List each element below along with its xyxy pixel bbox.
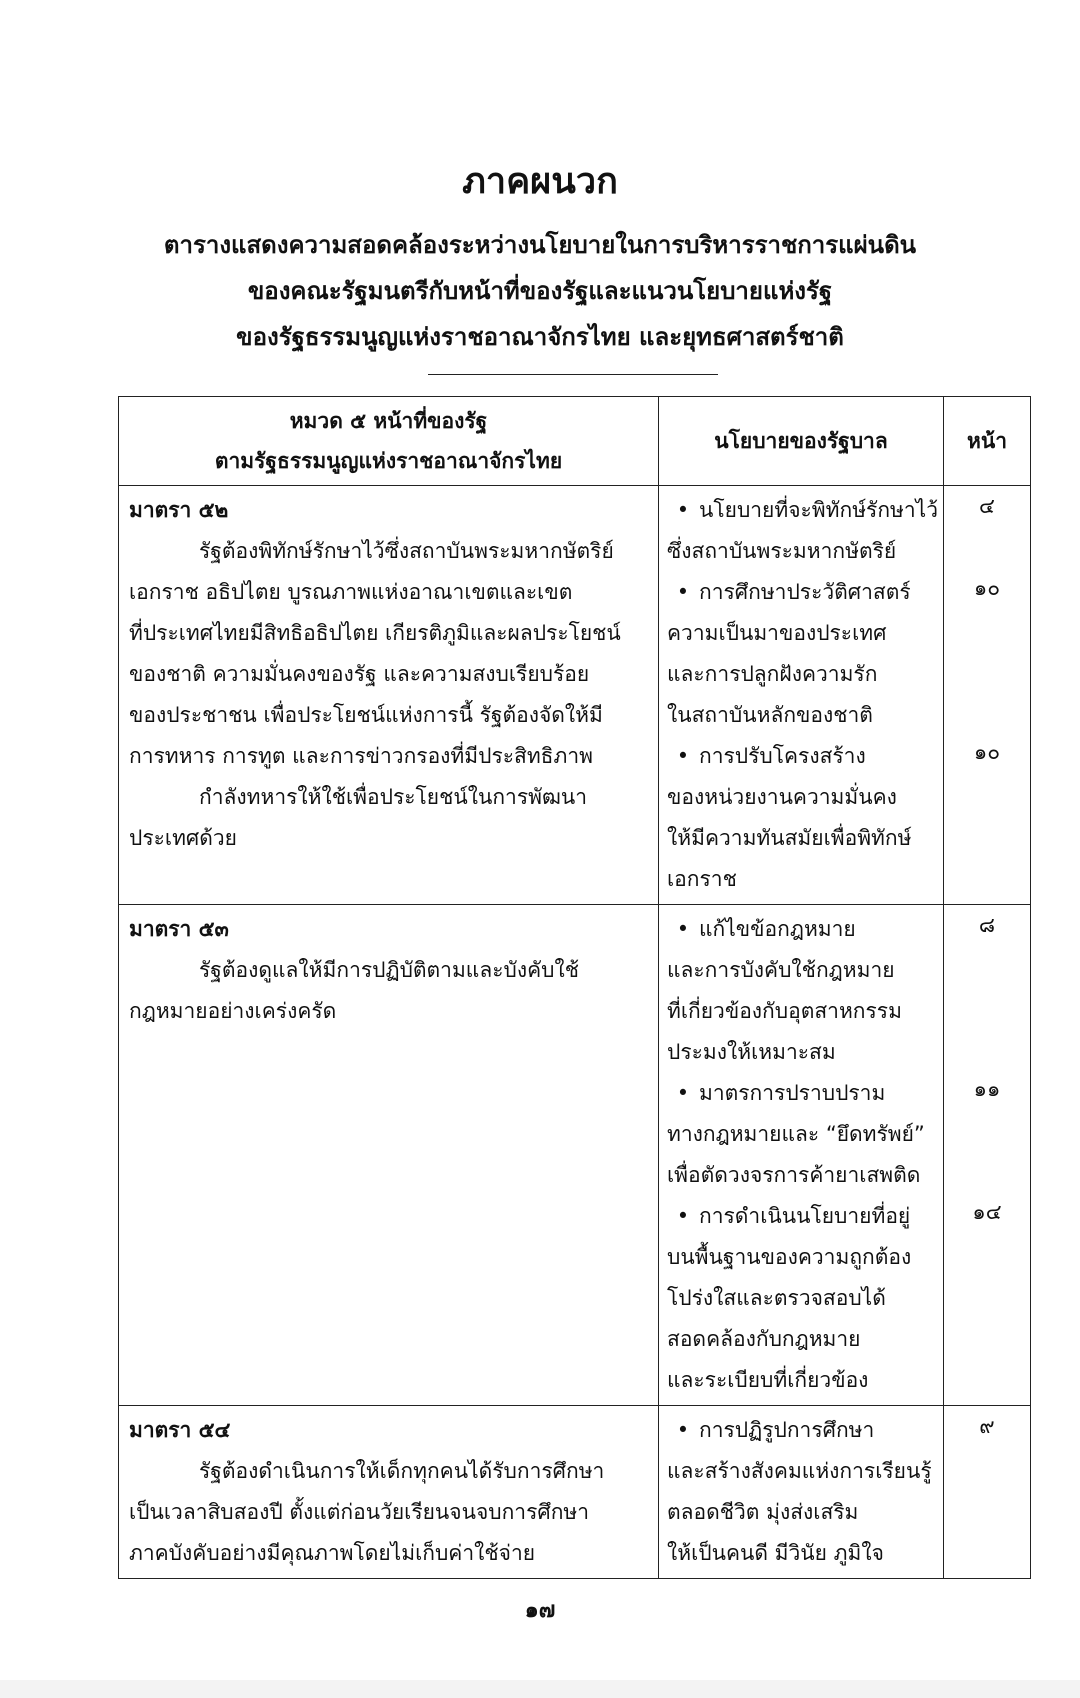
section-text-line: รัฐต้องดูแลให้มีการปฏิบัติตามและบังคับใช้: [199, 958, 579, 982]
page-ref: [944, 609, 1030, 650]
column-header-policy: นโยบายของรัฐบาล: [659, 397, 944, 486]
policy-line: ความเป็นมาของประเทศ: [667, 621, 887, 645]
bullet-dot-icon: •: [676, 1418, 690, 1442]
page-subtitle: [0, 222, 1080, 360]
section-text-line: ของประชาชน เพื่อประโยชน์แห่งการนี้ รัฐต้องจัดให้มี: [129, 703, 603, 727]
bullet-dot-icon: •: [676, 917, 690, 941]
policy-cell: [659, 486, 944, 905]
section-text-line: รัฐต้องดำเนินการให้เด็กทุกคนได้รับการศึกษา: [199, 1459, 605, 1483]
subtitle-line: ของคณะรัฐมนตรีกับหน้าที่ของรัฐและแนวนโยบายแห่งรัฐ: [247, 277, 833, 305]
section-text-line: ของชาติ ความมั่นคงของรัฐ และความสงบเรียบร้อย: [129, 662, 590, 686]
policy-line: • การศึกษาประวัติศาสตร์: [667, 572, 937, 613]
policy-line: และสร้างสังคมแห่งการเรียนรู้: [667, 1459, 932, 1483]
policy-line: โปร่งใสและตรวจสอบได้: [667, 1286, 886, 1310]
table-row: [119, 486, 1031, 905]
policy-line: ให้เป็นคนดี มีวินัย ภูมิใจ: [667, 1541, 884, 1565]
page-ref: [944, 650, 1030, 691]
policy-cell: [659, 1406, 944, 1579]
section-text-line: การทหาร การทูต และการข่าวกรองที่มีประสิทธิภาพ: [129, 744, 593, 768]
policy-line: ในสถาบันหลักของชาติ: [667, 703, 873, 727]
page-ref: ๑๐: [973, 740, 1001, 764]
policy-line: ซึ่งสถาบันพระมหากษัตริย์: [667, 539, 897, 563]
policy-line: • การดำเนินนโยบายที่อยู่: [667, 1196, 937, 1237]
bullet-dot-icon: •: [676, 1081, 690, 1105]
page-ref: ๙: [979, 1414, 995, 1438]
section-text-line: ภาคบังคับอย่างมีคุณภาพโดยไม่เก็บค่าใช้จ่าย: [129, 1541, 536, 1565]
bullet-dot-icon: •: [676, 1204, 690, 1228]
section-heading: มาตรา ๕๓: [129, 917, 229, 941]
section-text-line: รัฐต้องพิทักษ์รักษาไว้ซึ่งสถาบันพระมหากษัตริย์: [199, 539, 614, 563]
page-ref: [944, 1151, 1030, 1192]
policy-line: • การปฏิรูปการศึกษา: [667, 1410, 937, 1451]
policy-line: และการปลูกฝังความรัก: [667, 662, 878, 686]
policy-line: ของหน่วยงานความมั่นคง: [667, 785, 897, 809]
section-text-line: กำลังทหารให้ใช้เพื่อประโยชน์ในการพัฒนา: [199, 785, 588, 809]
section-heading: มาตรา ๕๒: [129, 498, 229, 522]
policy-cell: [659, 905, 944, 1406]
bullet-dot-icon: •: [676, 498, 690, 522]
policy-line: • นโยบายที่จะพิทักษ์รักษาไว้: [667, 490, 937, 531]
section-text-line: ประเทศด้วย: [129, 826, 237, 850]
section-text-line: เอกราช อธิปไตย บูรณภาพแห่งอาณาเขตและเขต: [129, 580, 573, 604]
policy-line: • มาตรการปราบปราม: [667, 1073, 937, 1114]
section-text-line: เป็นเวลาสิบสองปี ตั้งแต่ก่อนวัยเรียนจนจบการศึกษา: [129, 1500, 590, 1524]
policy-line: ประมงให้เหมาะสม: [667, 1040, 836, 1064]
section-text-line: กฎหมายอย่างเคร่งครัด: [129, 999, 337, 1023]
policy-line: ทางกฎหมายและ “ยึดทรัพย์”: [667, 1122, 925, 1146]
section-heading: มาตรา ๕๔: [129, 1418, 231, 1442]
alignment-table: [118, 396, 1031, 1579]
policy-line: และการบังคับใช้กฎหมาย: [667, 958, 895, 982]
page-ref: [944, 1028, 1030, 1069]
page-ref: ๔: [979, 494, 995, 518]
bullet-dot-icon: •: [676, 744, 690, 768]
section-cell: [119, 905, 659, 1406]
page-ref: ๑๑: [973, 1077, 1001, 1101]
policy-line: ให้มีความทันสมัยเพื่อพิทักษ์: [667, 826, 912, 850]
page-number-cell: [944, 905, 1031, 1406]
policy-line: เอกราช: [667, 867, 737, 891]
section-cell: [119, 486, 659, 905]
policy-line: ตลอดชีวิต มุ่งส่งเสริม: [667, 1500, 859, 1524]
page-ref: ๘: [978, 913, 996, 937]
page-title: ภาคผนวก: [462, 161, 618, 202]
section-text-line: ที่ประเทศไทยมีสิทธิอธิปไตย เกียรติภูมิและผลประโยชน์: [129, 621, 621, 645]
policy-line: บนพื้นฐานของความถูกต้อง: [667, 1245, 912, 1269]
column-header-constitution: หมวด ๕ หน้าที่ของรัฐ ตามรัฐธรรมนูญแห่งราชอาณาจักรไทย: [119, 397, 659, 486]
column-header-page: หน้า: [944, 397, 1031, 486]
bottom-margin-strip: [0, 1680, 1080, 1698]
section-cell: [119, 1406, 659, 1579]
policy-line: • แก้ไขข้อกฎหมาย: [667, 909, 937, 950]
page-ref: ๑๐: [973, 576, 1001, 600]
bullet-dot-icon: •: [676, 580, 690, 604]
policy-line: ที่เกี่ยวข้องกับอุตสาหกรรม: [667, 999, 902, 1023]
policy-line: • การปรับโครงสร้าง: [667, 736, 937, 777]
page-number-footer: ๑๗: [524, 1598, 556, 1623]
policy-line: สอดคล้องกับกฎหมาย: [667, 1327, 861, 1351]
page-ref: [944, 987, 1030, 1028]
page-ref: [944, 946, 1030, 987]
policy-line: เพื่อตัดวงจรการค้ายาเสพติด: [667, 1163, 921, 1187]
page-ref: [944, 527, 1030, 568]
page-ref: [944, 1110, 1030, 1151]
table-row: [119, 905, 1031, 1406]
page-number-cell: [944, 1406, 1031, 1579]
page-ref: [944, 691, 1030, 732]
table-row: [119, 1406, 1031, 1579]
table-header-row: [119, 397, 1031, 486]
page-number-cell: [944, 486, 1031, 905]
subtitle-line: ของรัฐธรรมนูญแห่งราชอาณาจักรไทย และยุทธศาสตร์ชาติ: [236, 323, 844, 351]
page-ref: ๑๔: [972, 1200, 1002, 1224]
title-divider: [428, 374, 718, 375]
policy-line: และระเบียบที่เกี่ยวข้อง: [667, 1368, 869, 1392]
subtitle-line: ตารางแสดงความสอดคล้องระหว่างนโยบายในการบริหารราชการแผ่นดิน: [163, 231, 917, 259]
